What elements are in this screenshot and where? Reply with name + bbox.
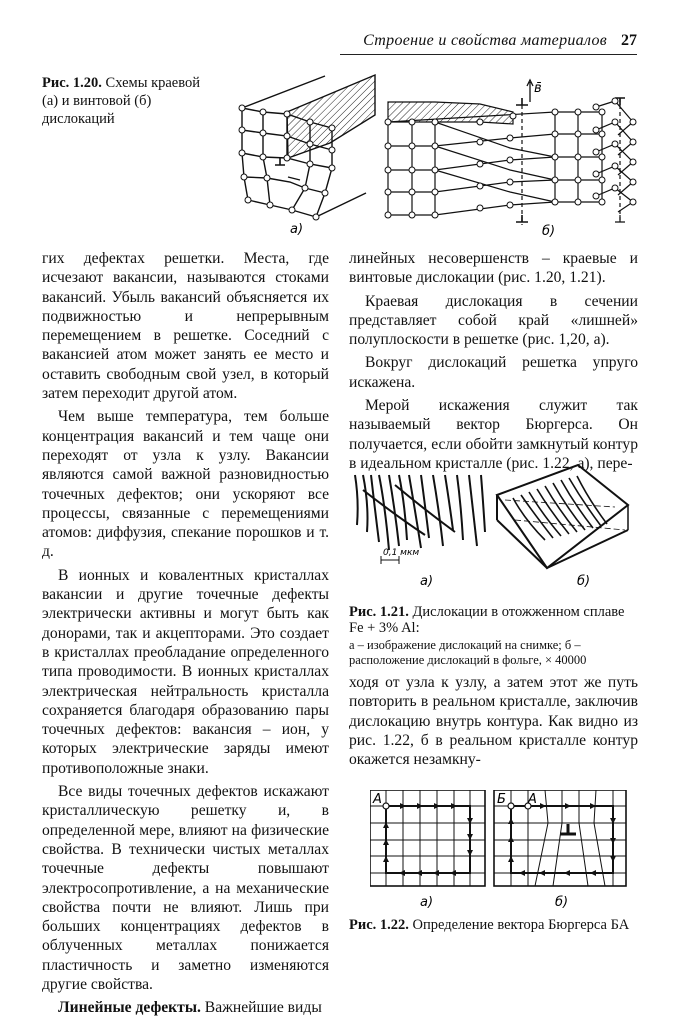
- paragraph: ходя от узла к узлу, а затем этот же путь повторить в реальном кристалле, заключив дислокацию внутрь контура. Как видно из рис. 1.22, б в реальном кристалле контур окажется незамкну-: [349, 674, 638, 769]
- paragraph: Все виды точечных дефектов искажают кристаллическую решетку и, в определенной мере, влияют на физические свойства. В технически чистых металлах точечные дефекты повышают электросопротивление, а на механические свойства почти не влияют. Лишь при больших концентрациях дефектов в облученных металлах понижается пластичность и заметно изменяются другие свойства.: [42, 783, 329, 993]
- figure-1-21-panel-b-label: б): [577, 574, 591, 589]
- paragraph-text: Важнейшие виды: [200, 999, 322, 1017]
- right-column-bottom: [349, 673, 638, 769]
- dislocation-micrograph: [355, 475, 485, 550]
- left-column: [42, 249, 329, 1018]
- paragraph: [42, 998, 329, 1017]
- running-title: Строение и свойства материалов: [363, 32, 607, 49]
- figure-1-21-caption-label: Рис. 1.21.: [349, 604, 409, 620]
- point-b-label: Б: [497, 792, 506, 807]
- figure-1-22-illustration: [370, 790, 640, 910]
- figure-1-20-caption-label: Рис. 1.20.: [42, 75, 102, 91]
- figure-1-21-caption-sub: а – изображение дислокаций на снимке; б – расположение дислокаций в фольге, × 40000: [349, 638, 587, 667]
- figure-1-20-panel-a-label: а): [290, 222, 304, 237]
- edge-dislocation-diagram: [239, 75, 375, 220]
- figure-1-20-panel-b-label: б): [542, 224, 556, 239]
- running-header: [340, 32, 637, 55]
- figure-1-21-illustration: [345, 460, 655, 595]
- paragraph: В ионных и ковалентных кристаллах вакансии и другие точечные дефекты электрически активны и могут быть как донорами, так и акцепторами. Это создает в кристаллах преобладание определенного типа проводимости. В ионных кристаллах электрическая нейтральность кристалла сохраняется благодаря образованию пары точечных дефектов: вакансия – ион, у которых электрические заряды имеют противоположные знаки.: [42, 566, 329, 777]
- point-a-label: А: [373, 792, 382, 807]
- paragraph: Чем выше температура, тем больше концентрация вакансий и тем чаще они переходят от узла к узлу. Вакансии являются самой важной разновидностью точечных дефектов; они ускоряют все процессы, связанные с перемещениями атомов: диффузия, спекание порошков и т. д.: [42, 408, 329, 561]
- burgers-vector-label: в̄: [534, 81, 542, 96]
- burgers-circuit-ideal: [370, 790, 485, 886]
- burgers-circuit-real: [494, 790, 626, 886]
- figure-1-20-caption: [42, 74, 212, 128]
- right-column-top: [349, 249, 638, 473]
- figure-1-22-caption-text: Определение вектора Бюргерса БА: [412, 917, 630, 933]
- figure-1-20-illustration: [230, 70, 660, 245]
- screw-dislocation-grid: [385, 80, 605, 225]
- figure-1-22-panel-a-label: а): [420, 895, 434, 910]
- figure-1-21-caption-text: Дислокации в отожженном сплаве Fe + 3% Al:: [349, 604, 625, 636]
- paragraph: Мерой искажения служит так называемый вектор Бюргерса. Он получается, если обойти замкнутый контур в идеальном кристалле (рис. 1.22, а), пере-: [349, 397, 638, 472]
- page-number: 27: [621, 32, 637, 49]
- figure-1-20-caption-text: Схемы краевой (а) и винтовой (б) дислокаций: [42, 75, 200, 127]
- section-heading-linear-defects: Линейные дефекты.: [58, 999, 201, 1017]
- paragraph: Вокруг дислокаций решетка упруго искажена.: [349, 354, 638, 391]
- paragraph: линейных несовершенств – краевые и винтовые дислокации (рис. 1.20, 1.21).: [349, 250, 638, 287]
- figure-1-22-caption: [349, 917, 638, 934]
- figure-1-22-panel-b-label: б): [555, 895, 569, 910]
- paragraph: гих дефектах решетки. Места, где исчезают вакансии, называются стоками вакансий. Убыль вакансий объясняется их подвижностью и непрерывным перемещением в решетке. Соседний с вакансией атом может занять ее место и оставить свободным свой узел, в который затем переходит другой атом.: [42, 250, 329, 403]
- scale-label: 0,1 мкм: [383, 548, 420, 558]
- figure-1-21-panel-a-label: а): [420, 574, 434, 589]
- point-a-real-label: А: [528, 792, 537, 807]
- figure-1-22-caption-label: Рис. 1.22.: [349, 917, 409, 933]
- paragraph: Краевая дислокация в сечении представляет собой край «лишней» полуплоскости в решетке (рис. 1,20, а).: [349, 292, 638, 349]
- figure-1-21-caption: [349, 604, 638, 668]
- foil-dislocation-box: [497, 465, 628, 568]
